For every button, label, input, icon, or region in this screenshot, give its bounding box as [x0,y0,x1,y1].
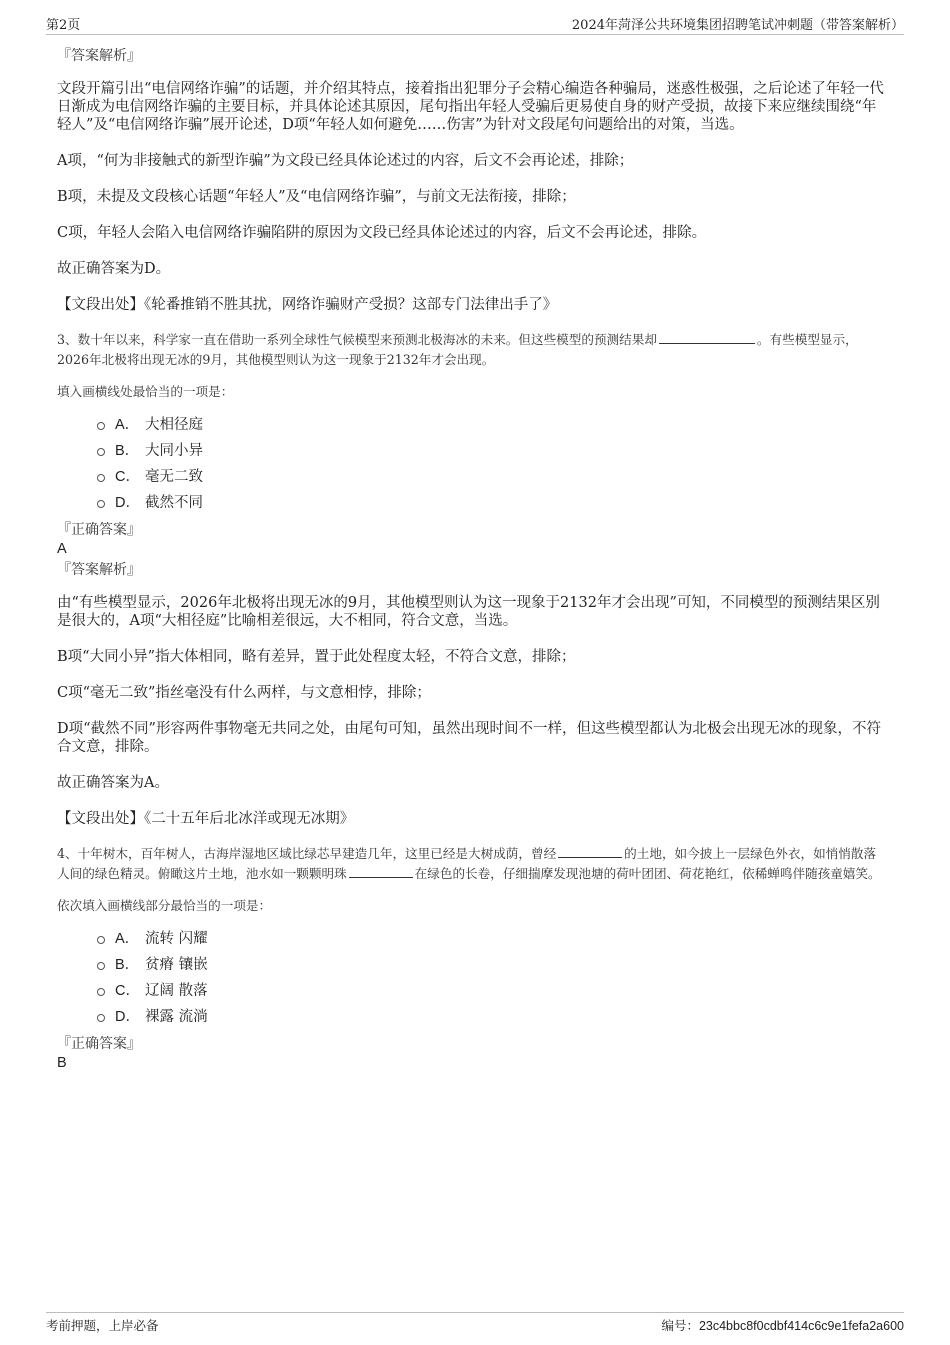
document-body [57,46,887,1072]
q4-prompt: 依次填入画横线部分最恰当的一项是： [57,898,272,913]
q2-analysis-label: 『答案解析』 [57,48,141,64]
document-title: 2024年菏泽公共环境集团招聘笔试冲刺题（带答案解析） [571,18,904,33]
page-header [46,14,904,35]
q4-blank-1 [558,845,622,858]
q3-options [97,410,887,514]
q3-text-before: 3、数十年以来，科学家一直在借助一系列全球性气候模型来预测北极海冰的未来。但这些模型的预测结果却 [57,332,657,347]
q3-option-c[interactable]: C． 毫无二致 [97,462,887,488]
q2-source: 【文段出处】《轮番推销不胜其扰，网络诈骗财产受损？这部专门法律出手了》 [57,297,558,313]
q2-conclusion: 故正确答案为D。 [57,261,171,277]
q4-option-c[interactable]: C． 辽阔 散落 [97,976,887,1002]
q4-option-b[interactable]: B． 贫瘠 镶嵌 [97,950,887,976]
q3-option-b-note: B项“大同小异”指大体相同，略有差异，置于此处程度太轻，不符合文意，排除； [57,649,576,665]
q3-analysis-label: 『答案解析』 [57,562,141,578]
q4-answer: B [57,1055,67,1071]
q4-text-2: 的土地，如今披上一层绿色外衣，如悄悄散落人间的绿色精灵。俯瞰这片土地，池水如一颗颗明珠 [57,846,877,881]
q2-option-c-note: C项，年轻人会陷入电信网络诈骗陷阱的原因为文段已经具体论述过的内容，后文不会再论述，排除。 [57,225,707,241]
footer-slogan: 考前押题，上岸必备 [46,1318,159,1333]
radio-icon[interactable] [97,448,105,456]
q4-blank-2 [349,865,413,878]
q3-blank [659,331,755,344]
question-3 [57,330,887,370]
q2-analysis: 文段开篇引出“电信网络诈骗”的话题，并介绍其特点，接着指出犯罪分子会精心编造各种骗局，迷惑性极强，之后论述了年轻一代日渐成为电信网络诈骗的主要目标，并具体论述其原因，尾句指出年轻人受骗后更易使自身的财产受损，故接下来应继续围绕“年轻人”及“电信网络诈骗”展开论述，D项“年轻人如何避免……伤害”为针对文段尾句问题给出的对策，当选。 [57,81,884,133]
radio-icon[interactable] [97,422,105,430]
page-footer [46,1312,904,1336]
radio-icon[interactable] [97,500,105,508]
page-number: 第2页 [46,18,81,33]
q3-prompt: 填入画横线处最恰当的一项是： [57,384,234,399]
radio-icon[interactable] [97,988,105,996]
document-id [661,1316,904,1334]
q3-option-d[interactable]: D． 截然不同 [97,488,887,514]
q3-text-after: 。有些模型显示，2026年北极将出现无冰的9月，其他模型则认为这一现象于2132年才会出现。 [57,332,858,367]
q3-analysis: 由“有些模型显示，2026年北极将出现无冰的9月，其他模型则认为这一现象于2132年才会出现”可知，不同模型的预测结果区别是很大的，A项“大相径庭”比喻相差很远，大不相同，符合文意，当选。 [57,595,880,629]
radio-icon[interactable] [97,936,105,944]
q4-option-a[interactable]: A． 流转 闪耀 [97,924,887,950]
q4-answer-label: 『正确答案』 [57,1036,141,1052]
q3-answer-label: 『正确答案』 [57,522,141,538]
question-4 [57,844,887,884]
q4-option-d[interactable]: D． 裸露 流淌 [97,1002,887,1028]
q3-conclusion: 故正确答案为A。 [57,775,169,791]
radio-icon[interactable] [97,474,105,482]
q3-option-a[interactable]: A． 大相径庭 [97,410,887,436]
q3-option-d-note: D项“截然不同”形容两件事物毫无共同之处，由尾句可知，虽然出现时间不一样，但这些模型都认为北极会出现无冰的现象，不符合文意，排除。 [57,721,881,755]
q4-text-1: 4、十年树木，百年树人，古海岸湿地区域比绿芯早建造几年，这里已经是大树成荫，曾经 [57,846,557,861]
q2-option-b-note: B项，未提及文段核心话题“年轻人”及“电信网络诈骗”，与前文无法衔接，排除； [57,189,576,205]
q4-options [97,924,887,1028]
radio-icon[interactable] [97,1014,105,1022]
document-id-code: 23c4bbc8f0cdbf414c6c9e1fefa2a600 [698,1319,904,1333]
document-id-label: 编号： [661,1318,699,1333]
q3-answer: A [57,541,67,557]
q4-text-3: 在绿色的长卷，仔细揣摩发现池塘的荷叶团团、荷花艳红，依稀蝉鸣伴随孩童嬉笑。 [414,866,881,881]
q2-option-a-note: A项，“何为非接触式的新型诈骗”为文段已经具体论述过的内容，后文不会再论述，排除； [57,153,634,169]
q3-option-c-note: C项“毫无二致”指丝毫没有什么两样，与文意相悖，排除； [57,685,431,701]
q3-option-b[interactable]: B． 大同小异 [97,436,887,462]
q3-source: 【文段出处】《二十五年后北冰洋或现无冰期》 [57,811,355,827]
radio-icon[interactable] [97,962,105,970]
